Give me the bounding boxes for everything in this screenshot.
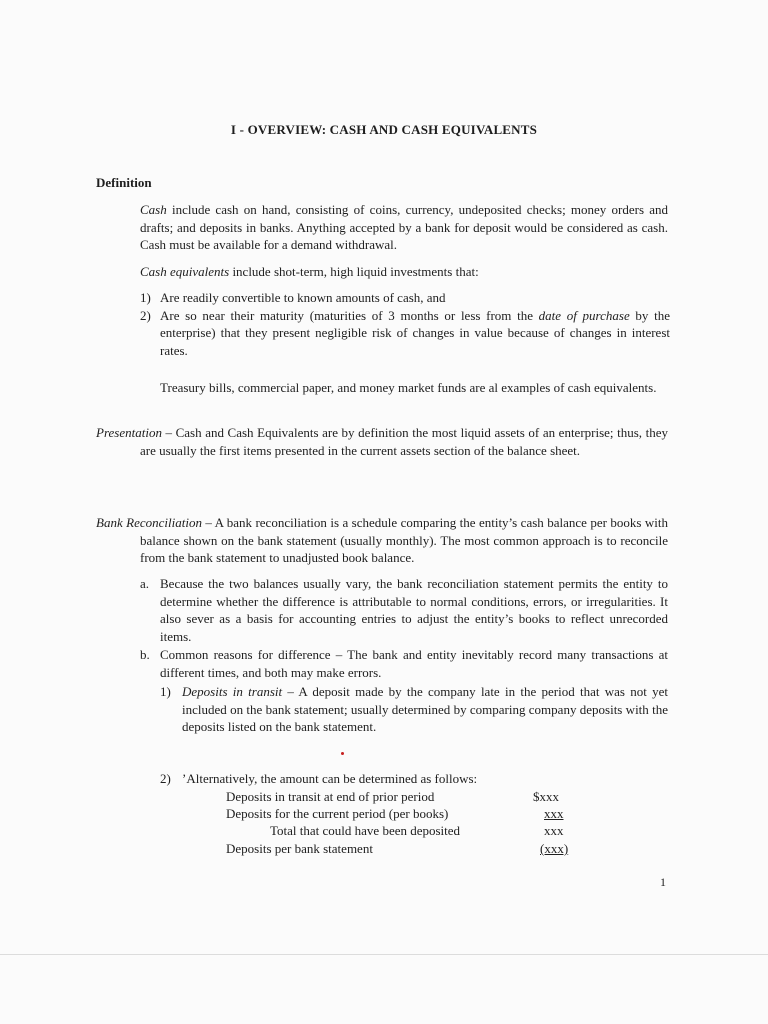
item-number: 1) bbox=[160, 684, 171, 699]
schedule-row-label: Deposits for the current period (per books) bbox=[226, 806, 449, 821]
page-title: I - OVERVIEW: CASH AND CASH EQUIVALENTS bbox=[230, 122, 538, 137]
bank-rec-item-a bbox=[140, 575, 668, 645]
list-item-text: Are so near their maturity (maturities of 3 months or less from the bbox=[160, 307, 539, 323]
item-label: a. bbox=[140, 576, 150, 591]
item-label: b. bbox=[140, 647, 150, 662]
list-item-text: Are readily convertible to known amounts of cash, and bbox=[160, 290, 446, 305]
definition-heading: Definition bbox=[96, 175, 152, 190]
deposits-in-transit-text: – A deposit made by the company late in the period that was not yet included on the bank statement; usually determined by comparing company deposits with the deposits listed on the bank statement. bbox=[182, 684, 668, 734]
cash-equivalents-intro bbox=[140, 263, 668, 281]
presentation-text: – Cash and Cash Equivalents are by definition the most liquid assets of an enterprise; thus, they are usually the first items presented in the current assets section of the balance sheet. bbox=[140, 425, 668, 458]
schedule-row-label: Deposits in transit at end of prior period bbox=[226, 789, 435, 804]
bank-reconciliation-term: Bank Reconciliation bbox=[96, 515, 202, 530]
schedule-row-value: xxx bbox=[544, 806, 564, 821]
list-item-italic: date of purchase bbox=[538, 307, 630, 323]
bank-reconciliation-paragraph bbox=[96, 514, 668, 567]
page-number: 1 bbox=[660, 875, 666, 889]
alternative-item bbox=[160, 770, 668, 788]
cash-equivalents-term: Cash equivalents bbox=[140, 264, 230, 279]
list-item bbox=[140, 289, 670, 307]
deposits-in-transit-term: Deposits in transit bbox=[182, 684, 283, 699]
schedule-row-value: xxx bbox=[544, 823, 564, 838]
presentation-paragraph bbox=[96, 424, 668, 459]
alternative-text: ’Alternatively, the amount can be determined as follows: bbox=[182, 771, 478, 786]
bank-reconciliation-text: – A bank reconciliation is a schedule comparing the entity’s cash balance per books with balance shown on the bank statement (usually monthly). The most common approach is to reconcile from the bank statement to unadjusted book balance. bbox=[140, 515, 668, 565]
schedule-row-label: Deposits per bank statement bbox=[226, 841, 373, 856]
red-dot-mark bbox=[341, 752, 344, 755]
cash-term: Cash bbox=[140, 202, 167, 217]
list-item-text-cont: by the enterprise) that they present negligible risk of changes in value because of changes in interest rates. bbox=[160, 307, 670, 358]
cash-equivalents-list bbox=[140, 289, 670, 359]
bank-rec-item-b bbox=[140, 646, 668, 681]
scan-edge-line bbox=[0, 954, 768, 955]
presentation-term: Presentation bbox=[96, 425, 162, 440]
schedule-row-label: Total that could have been deposited bbox=[270, 823, 461, 838]
item-text: Because the two balances usually vary, the bank reconciliation statement permits the entity to determine whether the difference is attributable to normal conditions, errors, or irregularities. It also sever as a basis for accounting entries to adjust the entity’s books to reflect unrecorded items. bbox=[160, 576, 668, 644]
schedule-row-value: $xxx bbox=[533, 789, 559, 804]
item-number: 2) bbox=[160, 771, 171, 786]
list-item bbox=[140, 307, 670, 360]
cash-definition bbox=[140, 201, 668, 254]
item-text: Common reasons for difference – The bank and entity inevitably record many transactions at different times, and both may make errors. bbox=[160, 647, 668, 680]
list-number: 1) bbox=[140, 290, 151, 305]
list-number: 2) bbox=[140, 307, 151, 323]
cash-equivalents-examples: Treasury bills, commercial paper, and money market funds are al examples of cash equivalents. bbox=[160, 380, 657, 395]
cash-definition-text: include cash on hand, consisting of coins, currency, undeposited checks; money orders and drafts; and deposits in banks. Anything accepted by a bank for deposit would be considered as cash. Cash must be available for a demand withdrawal. bbox=[140, 202, 668, 252]
cash-equivalents-intro-text: include shot-term, high liquid investments that: bbox=[229, 264, 479, 279]
deposits-in-transit-item bbox=[160, 683, 668, 736]
schedule-row-value: (xxx) bbox=[540, 841, 569, 856]
